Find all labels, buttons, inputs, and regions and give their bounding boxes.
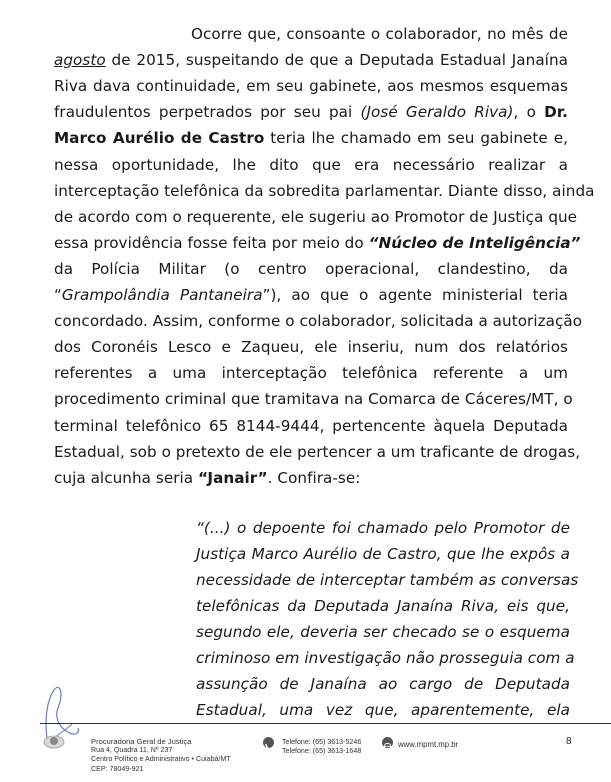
footer-phone-1: Telefone: (65) 3613-5246 (282, 738, 362, 746)
footer-address-line2: Centro Político e Administrativo • Cuiabá/MT (91, 755, 231, 764)
body-line (54, 363, 568, 383)
institution-emblem-icon (30, 688, 78, 750)
footer-phones (282, 738, 361, 756)
body-line (54, 76, 568, 96)
body-text-run: , o (513, 103, 545, 122)
body-line (54, 155, 568, 175)
body-text-run: procedimento criminal que tramitava na Comarca de Cáceres/MT, o (54, 390, 573, 409)
body-text-run: “Núcleo de Inteligência” (368, 233, 581, 252)
phone-icon (263, 737, 274, 748)
quote-line: Estadual, uma vez que, aparentemente, ela (196, 701, 570, 719)
body-line (54, 233, 581, 253)
body-line (54, 285, 568, 305)
footer-address (91, 737, 231, 774)
quote-line: Justiça Marco Aurélio de Castro, que lhe expôs a (196, 545, 570, 563)
body-text-run: teria lhe chamado em seu gabinete e, (264, 129, 568, 148)
body-line (54, 181, 595, 201)
body-text-run: interceptação telefônica da sobredita parlamentar. Diante disso, ainda (54, 181, 595, 200)
body-text-run: agosto (54, 51, 106, 70)
quote-line: “(...) o depoente foi chamado pelo Promotor de (196, 519, 570, 537)
body-text-run: concordado. Assim, conforme o colaborador, solicitada a autorização (54, 312, 583, 331)
body-text-run: Marco Aurélio de Castro (54, 129, 265, 148)
body-line (54, 389, 573, 409)
footer-address-line1: Rua 4, Quadra 11, Nº 237 (91, 746, 173, 755)
body-line (54, 102, 568, 122)
body-text-run: referentes a uma interceptação telefônica referente a um (54, 364, 568, 383)
body-text-run: Ocorre que, consoante o colaborador, no mês de (191, 25, 568, 43)
body-line (54, 259, 568, 279)
body-text-run: ”), ao que o agente ministerial teria (262, 286, 568, 304)
body-line (54, 337, 568, 357)
body-text-run: Riva dava continuidade, em seu gabinete, aos mesmos esquemas (54, 77, 568, 96)
quote-line: segundo ele, deveria ser checado se o esquema (196, 623, 570, 641)
body-text-run: “ (54, 286, 62, 304)
body-text-run: cuja alcunha seria (54, 468, 199, 487)
globe-icon (382, 737, 393, 748)
quote-line: necessidade de interceptar também as conversas (196, 571, 579, 589)
quote-line: assunção de Janaína ao cargo de Deputada (196, 675, 570, 693)
body-text-run: nessa oportunidade, lhe dito que era necessário realizar a (54, 155, 568, 174)
body-line (54, 50, 568, 70)
body-text-run: essa providência fosse feita por meio do (54, 233, 369, 252)
body-line (54, 468, 568, 488)
body-line (54, 442, 581, 462)
body-text-run: Estadual, sob o pretexto de ele pertencer a um traficante de drogas, (54, 442, 581, 461)
body-text-run: de 2015, suspeitando de que a Deputada Estadual Janaína (105, 51, 568, 70)
body-text-run: . Confira-se: (267, 468, 361, 487)
body-text-run: dos Coronéis Lesco e Zaqueu, ele inseriu, num dos relatórios (54, 338, 568, 357)
body-text-run: de acordo com o requerente, ele sugeriu ao Promotor de Justiça que (54, 207, 578, 226)
body-text-run: da Polícia Militar (o centro operacional, clandestino, da (54, 259, 568, 278)
body-line (191, 24, 568, 44)
footer-divider (40, 723, 611, 724)
quote-line: telefônicas da Deputada Janaína Riva, eis que, (196, 597, 570, 615)
body-text-run: “Janair” (198, 468, 268, 487)
body-text-run: terminal telefônico 65 8144-9444, pertencente àquela Deputada (54, 416, 568, 435)
body-text-run: Grampolândia Pantaneira (61, 286, 263, 304)
body-line (54, 311, 583, 331)
footer-org: Procuradoria Geral de Justiça (91, 737, 192, 746)
footer-website-link[interactable]: www.mpmt.mp.br (398, 740, 459, 749)
body-line (54, 207, 578, 227)
page-number: 8 (566, 736, 572, 747)
body-text-run: Dr. (544, 103, 569, 122)
body-text-run: fraudulentos perpetrados por seu pai (54, 103, 361, 122)
footer-cep: CEP: 78049-921 (91, 764, 144, 773)
quote-line: criminoso em investigação não prosseguia com a (196, 649, 575, 667)
body-text-run: (José Geraldo Riva) (360, 103, 514, 122)
body-line (54, 416, 568, 436)
body-line (54, 128, 568, 148)
footer-phone-2: Telefone: (65) 3613-1648 (282, 747, 362, 756)
